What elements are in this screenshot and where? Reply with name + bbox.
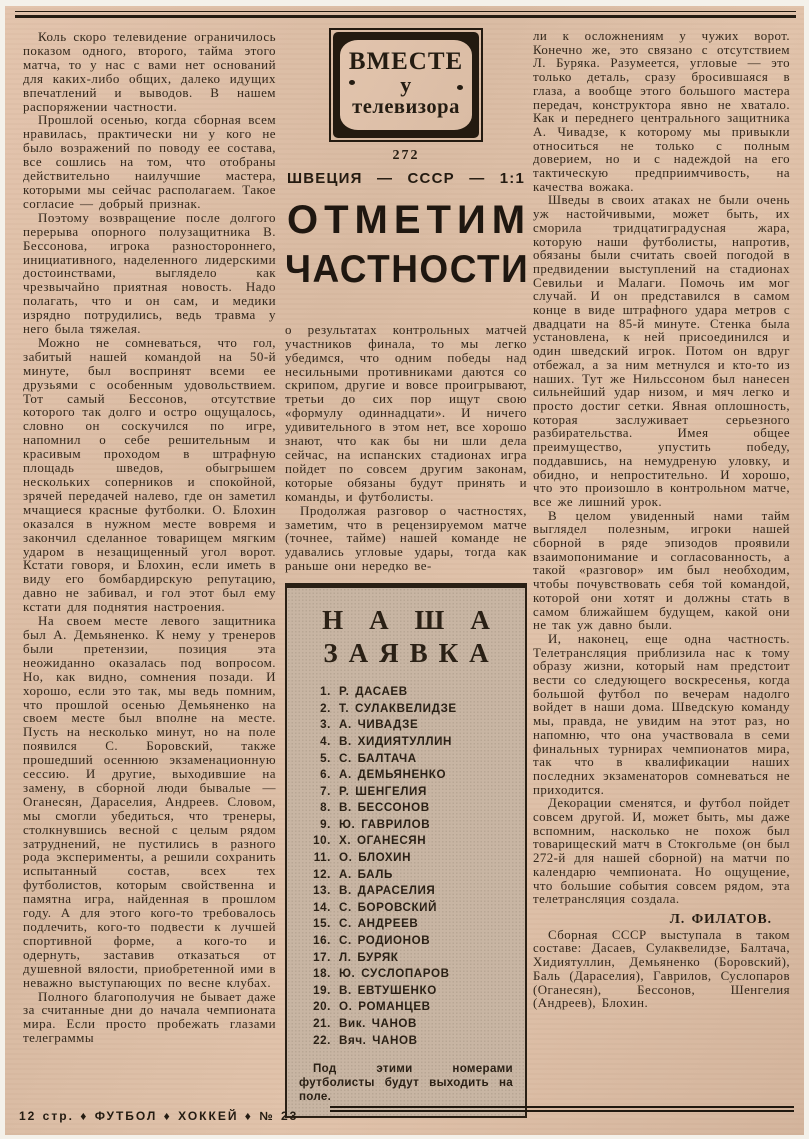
roster-player-row [299,684,513,701]
player-name: О. РОМАНЦЕВ [339,1000,431,1014]
score-line: ШВЕЦИЯ — СССР — 1:1 [286,169,526,187]
paragraph: ли к осложнениям у чужих ворот. Конечно же, это связано с отсутствием Л. Буряка. Разумеется, угловые — это только деталь, сразу бросившаяся в глаза, а вообще этого большого мастера передач, конструктора явно не хватало. Как и переднего центрального защитника А. Чивадзе, к которому мы привыкли относиться не только с полным доверием, но и с надеждой на его тактическую предприимчивость, на качества вожака. [533,29,790,194]
player-name: В. БЕССОНОВ [339,801,430,815]
player-name: Вяч. ЧАНОВ [339,1033,418,1047]
player-name: Р. ШЕНГЕЛИЯ [339,784,427,798]
column2-text [285,323,527,573]
paragraph: Декорации сменятся, и футбол пойдет совсем другой. И, может быть, мы даже вспомним, насколько не похож был товарищеский матч в Стокгольме (он был 272-й для нашей сборной) на матчи по календарю чемпионата. Но ощущение, что большие события совсем рядом, эта телетрансляция создала. [533,796,790,907]
roster-heading [299,604,516,670]
roster-box [285,583,527,1118]
paragraph: Продолжая разговор о частностях, заметим, что в рецензируемом матче (точнее, тайме) нашей команде не удавались угловые удары, тогда как раньше они нередко ве- [285,502,527,574]
roster-player-row [299,867,513,884]
player-number: 1. [320,685,331,699]
roster-player-row [299,784,513,801]
player-number: 6. [320,768,331,782]
paragraph: В целом увиденный нами тайм выглядел полезным, игроки нашей сборной в ряде эпизодов проявили взаимопонимание и согласованность, а такой «разговор» им был необходим, чтобы почувствовать себя той командой, которой они хотят и должны стать в самом ближайшем будущем, какой они не так уж давно были. [533,508,790,633]
player-number: 20. [313,1000,331,1014]
player-name: А. ДЕМЬЯНЕНКО [339,768,447,782]
player-number: 4. [320,734,331,748]
paragraph: Поэтому возвращение после долгого перерыва опорного полузащитника В. Бессонова, игрока разностороннего, инициативного, наделенного лидерскими достоинствами, выглядело как чрезвычайно приятная новость. Надо полагать, что и он сам, и медики изрядно потрудились, ведь травма у него была тяжелая. [23,209,276,337]
player-number: 13. [313,884,331,898]
roster-player-row [299,800,513,817]
rubric-title-line3: телевизора [352,96,460,118]
page-footer: 12 стр. ♦ ФУТБОЛ ♦ ХОККЕЙ ♦ № 23 [19,1109,299,1123]
player-name: О. БЛОХИН [339,851,412,865]
tv-logo-frame [333,32,479,138]
newspaper-page [5,6,804,1135]
player-name: Р. ДАСАЕВ [339,685,408,699]
paragraph: На своем месте левого защитника был А. Демьяненко. К нему у тренеров были претензии, позиция эта неожиданно оказалась под вопросом. Но, как видно, сомнения позади. И хорошо, если это так, мы ведь помним, что прошлой осенью Демьяненко на своем месте был вполне на месте. Пусть на несколько минут, но на поле появился С. Боровский, также прошедший осеннюю экзаменационную сессию. И другие, выходившие на замену, в сборной люди бывалые — Оганесян, Дараселия, Андреев. Словом, мы смогли убедиться, что тренеры, столкнувшись весной с целым рядом затруднений, не пустились в разного рода эксперименты, а решили сохранить испытанный состав, всех тех футболистов, которым свойственна и памятна игра, найденная в прошлом году. А для этого кого-то требовалось подлечить, кого-то подвести к лучшей спортивной форме, а кого-то и одернуть, заставив отказаться от душевной вялости, приобретенной ими в неважно выступающих по весне клубах. [23,613,276,990]
player-number: 14. [313,900,331,914]
player-number: 2. [320,701,331,715]
player-number: 11. [313,851,331,865]
roster-player-row [299,883,513,900]
player-number: 22. [313,1033,331,1047]
roster-player-row [299,717,513,734]
headline-line2: ЧАСТНОСТИ [285,247,530,291]
player-name: Х. ОГАНЕСЯН [339,834,427,848]
player-number: 8. [320,801,331,815]
article-column-3 [533,30,790,1011]
player-name: Ю. СУСЛОПАРОВ [339,967,450,981]
bottom-rule [330,1106,794,1112]
paragraph: Прошлой осенью, когда сборная всем нравилась, практически ни у кого не было возражений по поводу ее состава, все сошлись на том, что отобраны действительно наилучшие мастера, которыми мы сейчас располагаем. Такое согласие — добрый признак. [23,112,276,211]
article-column-1 [23,30,276,1045]
tv-screw-right-icon [457,85,463,90]
roster-player-row [299,751,513,768]
player-number: 19. [313,983,331,997]
paragraph: И, наконец, еще одна частность. Телетрансляция приблизила нас к тому образу жизни, который нам предстоит вести со следующего воскресенья, когда большой футбол по вечерам надолго войдет в наши дома. Шведскую команду мы, правда, не увидим на этот раз, но напомню, что она участвовала в семи финальных турнирах чемпионатов мира, так что в квалификации наших последних экзаменаторов сомневаться не приходится. [533,631,790,797]
byline: Л. ФИЛАТОВ. [669,911,772,926]
roster-player-row [299,950,513,967]
player-number: 5. [320,751,331,765]
player-name: Ю. ГАВРИЛОВ [339,817,431,831]
roster-player-row [299,983,513,1000]
lineup-note: Сборная СССР выступала в таком составе: Дасаев, Сулаквелидзе, Балтача, Хидиятуллин, Демьяненко (Боровский), Баль (Дараселия), Гаврилов, Суслопаров (Оганесян), Бессонов, Шенгелия (Андреев), Блохин. [533,927,790,1011]
player-name: Т. СУЛАКВЕЛИДЗЕ [339,701,457,715]
top-rule [15,11,796,18]
roster-heading-line2: ЗАЯВКА [323,638,500,669]
paragraph: Шведы в своих атаках не были очень уж настойчивыми, может быть, их сморила тридцатиградусная жара, которую наши футболисты, напротив, обязаны были считать своей погодой в предвидении выступлений на стадионах Севильи и Малаги. Помочь им мог случай. И он представился в самом конце в виде штрафного удара метров с двадцати на 85-й минуте. Стенка была установлена, к ней присоединился и один шведский игрок. Потом он вдруг отбежал, а за ним метнулся и кто-то из наших. Тут же Нильссоном был нанесен сильнейший удар низом, и мяч легко и просто достиг сетки. Явная оплошность, которая заслуживает серьезного разбирательства. Имея общее преимущество, упустить победу, поддавшись, на немудреную уловку, и обидно, и непростительно. И хорошо, что это произошло в контрольном матче, все же лишний урок. [533,193,790,509]
roster-player-row [299,817,513,834]
player-name: С. БАЛТАЧА [339,751,417,765]
player-name: А. БАЛЬ [339,867,393,881]
player-number: 18. [313,967,331,981]
player-number: 10. [313,834,331,848]
player-number: 7. [320,784,331,798]
article-column-2 [285,20,532,1118]
rubric-title-line2: у [400,72,412,97]
roster-player-row [299,1033,513,1050]
tv-logo [329,28,483,142]
paragraph: Коль скоро телевидение ограничилось показом одного, второго, тайма этого матча, то у нас с вами нет оснований для каких-либо общих, далеко идущих впечатлений и выводов. В нашем распоряжении частности. [23,29,276,114]
player-name: С. АНДРЕЕВ [339,917,419,931]
player-name: В. ЕВТУШЕНКО [339,983,437,997]
player-name: С. РОДИОНОВ [339,934,431,948]
player-name: С. БОРОВСКИЙ [339,900,438,914]
roster-player-row [299,916,513,933]
roster-player-row [299,966,513,983]
player-name: Л. БУРЯК [339,950,399,964]
roster-player-row [299,701,513,718]
player-name: В. ДАРАСЕЛИЯ [339,884,436,898]
article-headline [285,197,532,293]
player-name: В. ХИДИЯТУЛЛИН [339,734,453,748]
rubric-title-line1: ВМЕСТЕ [348,48,464,75]
roster-player-row [299,833,513,850]
roster-caption: Под этими номерами футболисты будут выходить на поле. [299,1062,513,1104]
headline-line1: ОТМЕТИМ [286,197,532,242]
player-number: 21. [313,1017,331,1030]
player-name: А. ЧИВАДЗЕ [339,718,419,732]
paragraph: о результатах контрольных матчей участников финала, то мы легко убедимся, что одним победы над несильными противниками даются со скрипом, другие и вовсе проигрывают, третьи до сих пор ищут свою «формулу одиннадцати». И ничего удивительного в этом нет, все хорошо знают, что как бы ни шли дела сейчас, на испанских стадионах игра пойдет по совсем другим законам, которые обязаны будут принять и команды, и футболисты. [285,321,527,504]
roster-player-row [299,734,513,751]
match-number: 272 [392,148,420,163]
player-number: 16. [313,934,331,948]
roster-heading-line1: НАША [322,605,516,636]
roster-player-row [299,999,513,1016]
roster-player-row [299,1016,513,1033]
player-number: 3. [320,718,331,732]
player-name: Вик. ЧАНОВ [339,1017,418,1030]
roster-list [299,684,513,1049]
roster-player-row [299,767,513,784]
tv-screw-left-icon [349,80,355,85]
roster-player-row [299,900,513,917]
paragraph: Полного благополучия не бывает даже за считанные дни до начала чемпионата мира. Если просто пробежать глазами телеграммы [23,988,276,1046]
player-number: 12. [313,867,331,881]
paragraph: Можно не сомневаться, что гол, забитый нашей командой на 50-й минуте, был воспринят всеми ее друзьями с особенным удовольствием. Тот самый Бессонов, отсутствие которого так долго и остро ощущалось, словно он соскучился по игре, напомнил о себе решительным и красивым проходом в штрафную площадь шведов, обыгрышем нескольких соперников и спокойной, зрячей передачей налево, где он заметил мчащиеся красные футболки. О. Блохин оказался в нужном месте вовремя и закончил сделанное товарищем мягким ударом в незащищенный угол ворот. Кстати говоря, и Блохин, если иметь в виду его бомбардирскую репутацию, давно не забивал, и гол этот был ему кстати для поднятия настроения. [23,334,276,615]
player-number: 9. [320,817,331,831]
player-number: 15. [313,917,331,931]
tv-logo-screen [340,40,472,130]
roster-player-row [299,850,513,867]
player-number: 17. [313,950,331,964]
roster-player-row [299,933,513,950]
